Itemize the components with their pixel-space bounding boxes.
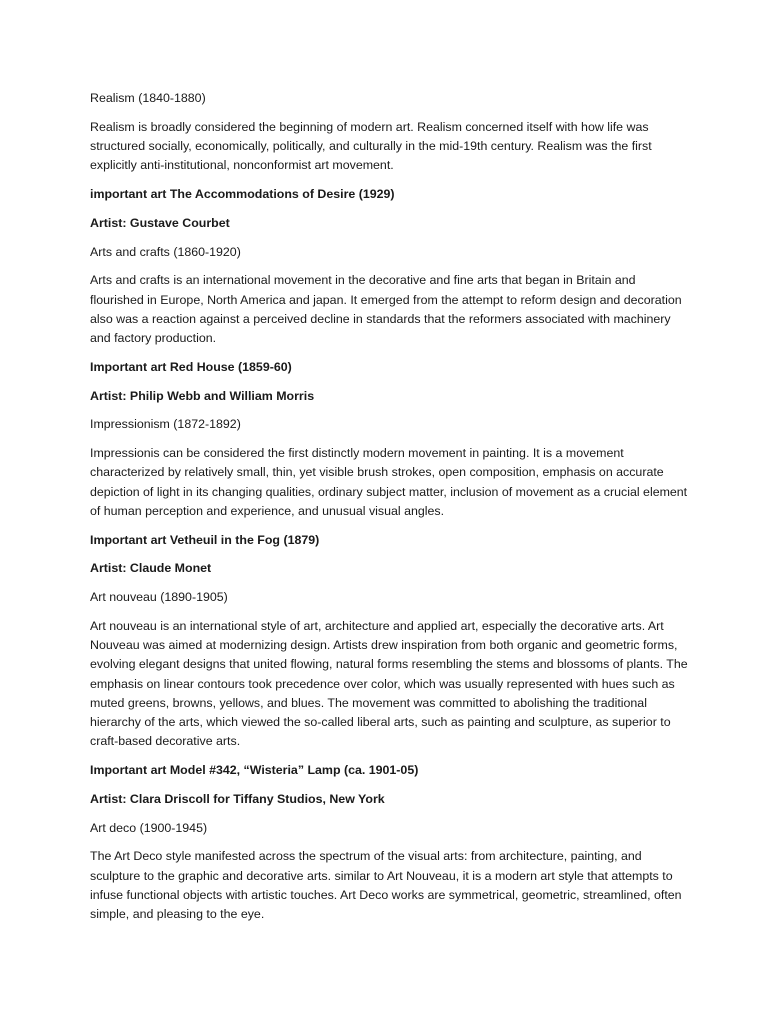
artist-line: Artist: Philip Webb and William Morris [90, 388, 315, 403]
important-art: important art The Accommodations of Desire (1929) [90, 187, 395, 201]
section-body: Art nouveau is an international style of art, architecture and applied art, especially the decorative arts. Art Nouveau was aimed at modernizing design. Artists drew inspiration from both organic and geometric forms, evolving elegant designs that united flowing, natural forms resembling the stems and blossoms of plants. The emphasis on linear contours took precedence over color, which was usually represented with hues such as muted greens, browns, yellows, and blues. The movement was committed to abolishing the traditional hierarchy of the arts, which viewed the so-called liberal arts, such as painting and sculpture, as superior to craft-based decorative arts. [90, 618, 688, 749]
section-body: The Art Deco style manifested across the spectrum of the visual arts: from architecture, painting, and sculpture to the graphic and decorative arts. similar to Art Nouveau, it is a modern art style that attempts to infuse functional objects with artistic touches. Art Deco works are symmetrical, geometric, streamlined, often simple, and pleasing to the eye. [90, 849, 682, 921]
artist-line: Artist: Claude Monet [90, 561, 212, 576]
section-body: Impressionis can be considered the first distinctly modern movement in painting. It is a movement characterized by relatively small, thin, yet visible brush strokes, open composition, emphasis on accurate depiction of light in its changing qualities, ordinary subject matter, inclusion of movement as a crucial element of human perception and experience, and unusual visual angles. [90, 446, 688, 518]
important-art: Important art Vetheuil in the Fog (1879) [90, 532, 320, 547]
section-heading: Arts and crafts (1860-1920) [90, 244, 241, 259]
artist-line: Artist: Clara Driscoll for Tiffany Studios, New York [90, 791, 385, 806]
section-heading: Art nouveau (1890-1905) [90, 590, 228, 605]
document-body [90, 89, 690, 934]
important-art: Important art Red House (1859-60) [90, 359, 292, 374]
section-body: Realism is broadly considered the beginning of modern art. Realism concerned itself with how life was structured socially, economically, politically, and culturally in the mid-19th century. Realism was the first explicitly anti-institutional, nonconformist art movement. [90, 119, 652, 173]
section-heading: Realism (1840-1880) [90, 91, 206, 105]
important-art: Important art Model #342, “Wisteria” Lamp (ca. 1901-05) [90, 763, 419, 777]
section-body: Arts and crafts is an international movement in the decorative and fine arts that began in Britain and flourished in Europe, North America and japan. It emerged from the attempt to reform design and decoration also was a reaction against a perceived decline in standards that the reformers associated with machinery and factory production. [90, 273, 682, 345]
section-heading: Impressionism (1872-1892) [90, 417, 241, 432]
artist-line: Artist: Gustave Courbet [90, 215, 230, 230]
section-heading: Art deco (1900-1945) [90, 820, 208, 835]
